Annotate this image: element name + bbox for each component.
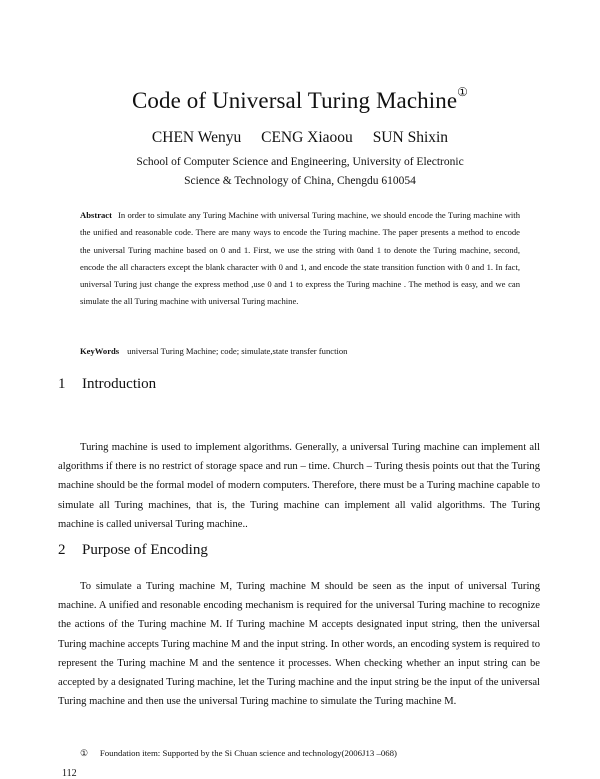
paragraph: To simulate a Turing machine M, Turing machine M should be seen as the input of universal Turing machine. A unified and resonable encoding mechanism is required for the universal Turing machine to recognize the actions of the Turing machine M. If Turing machine M accepts designated input string, then the universal Turing machine accepts Turing machine M and the input string. In other words, an encoding system is required to represent the Turing machine M and the sentence it processes. When checking whether an input string can be accepted by a designated Turing machine, let the Turing machine and the input string be the input of the universal Turing machine and then use the universal Turing machine to simulate the Turing machine M. <box>58 581 540 708</box>
section-heading-introduction <box>58 376 156 393</box>
author-list <box>0 129 600 147</box>
section-body-purpose <box>58 577 540 711</box>
footnote-text: Foundation item: Supported by the Si Chuan science and technology(2006J13 –068) <box>99 748 397 758</box>
affiliation <box>0 153 600 191</box>
abstract-text: In order to simulate any Turing Machine with universal Turing machine, we should encode the Turing machine with the unified and reasonable code. There are many ways to encode the Turing machine. The paper presents a method to encode the universal Turing machine based on 0 and 1. First, we use the string with 0and 1 to denote the Turing machine, second, encode the all characters except the blank character with 0 and 1, and encode the state transition function with 0 and 1. In fact, universal Turing just change the express method ,use 0 and 1 to express the Turing machine . The method is easy, and we can simulate the all Turing machine with universal Turing machine. <box>80 210 520 307</box>
affiliation-line: Science & Technology of China, Chengdu 610054 <box>184 175 416 187</box>
abstract <box>80 207 520 311</box>
section-number: 1 <box>58 376 66 392</box>
keywords-label: KeyWords <box>80 346 120 356</box>
footnote-marker: ① <box>80 748 88 758</box>
section-body-introduction <box>58 438 540 534</box>
footnote <box>80 748 397 759</box>
author-name: CENG Xiaoou <box>261 129 353 146</box>
title-footnote-marker: ① <box>457 85 469 100</box>
affiliation-line: School of Computer Science and Engineering, University of Electronic <box>136 156 464 168</box>
section-title: Purpose of Encoding <box>82 542 208 558</box>
keywords <box>80 346 520 356</box>
paper-title <box>0 85 600 114</box>
section-title: Introduction <box>82 376 157 392</box>
author-name: SUN Shixin <box>372 129 449 146</box>
abstract-label: Abstract <box>80 210 112 220</box>
author-name: CHEN Wenyu <box>151 129 242 146</box>
title-text: Code of Universal Turing Machine <box>131 88 458 113</box>
section-heading-purpose <box>58 542 208 559</box>
section-number: 2 <box>58 542 66 558</box>
page-number: 112 <box>62 768 77 779</box>
keywords-text: universal Turing Machine; code; simulate,state transfer function <box>127 346 348 356</box>
paragraph: Turing machine is used to implement algorithms. Generally, a universal Turing machine can implement all algorithms if there is no restrict of storage space and run – time. Church – Turing thesis points out that the Turing machine should be the formal model of modern computers. Therefore, there must be a Turing machine capable to simulate all Turing machines, that is, the Turing machine can implement all valid algorithms. The Turing machine is called universal Turing machine.. <box>58 442 540 530</box>
